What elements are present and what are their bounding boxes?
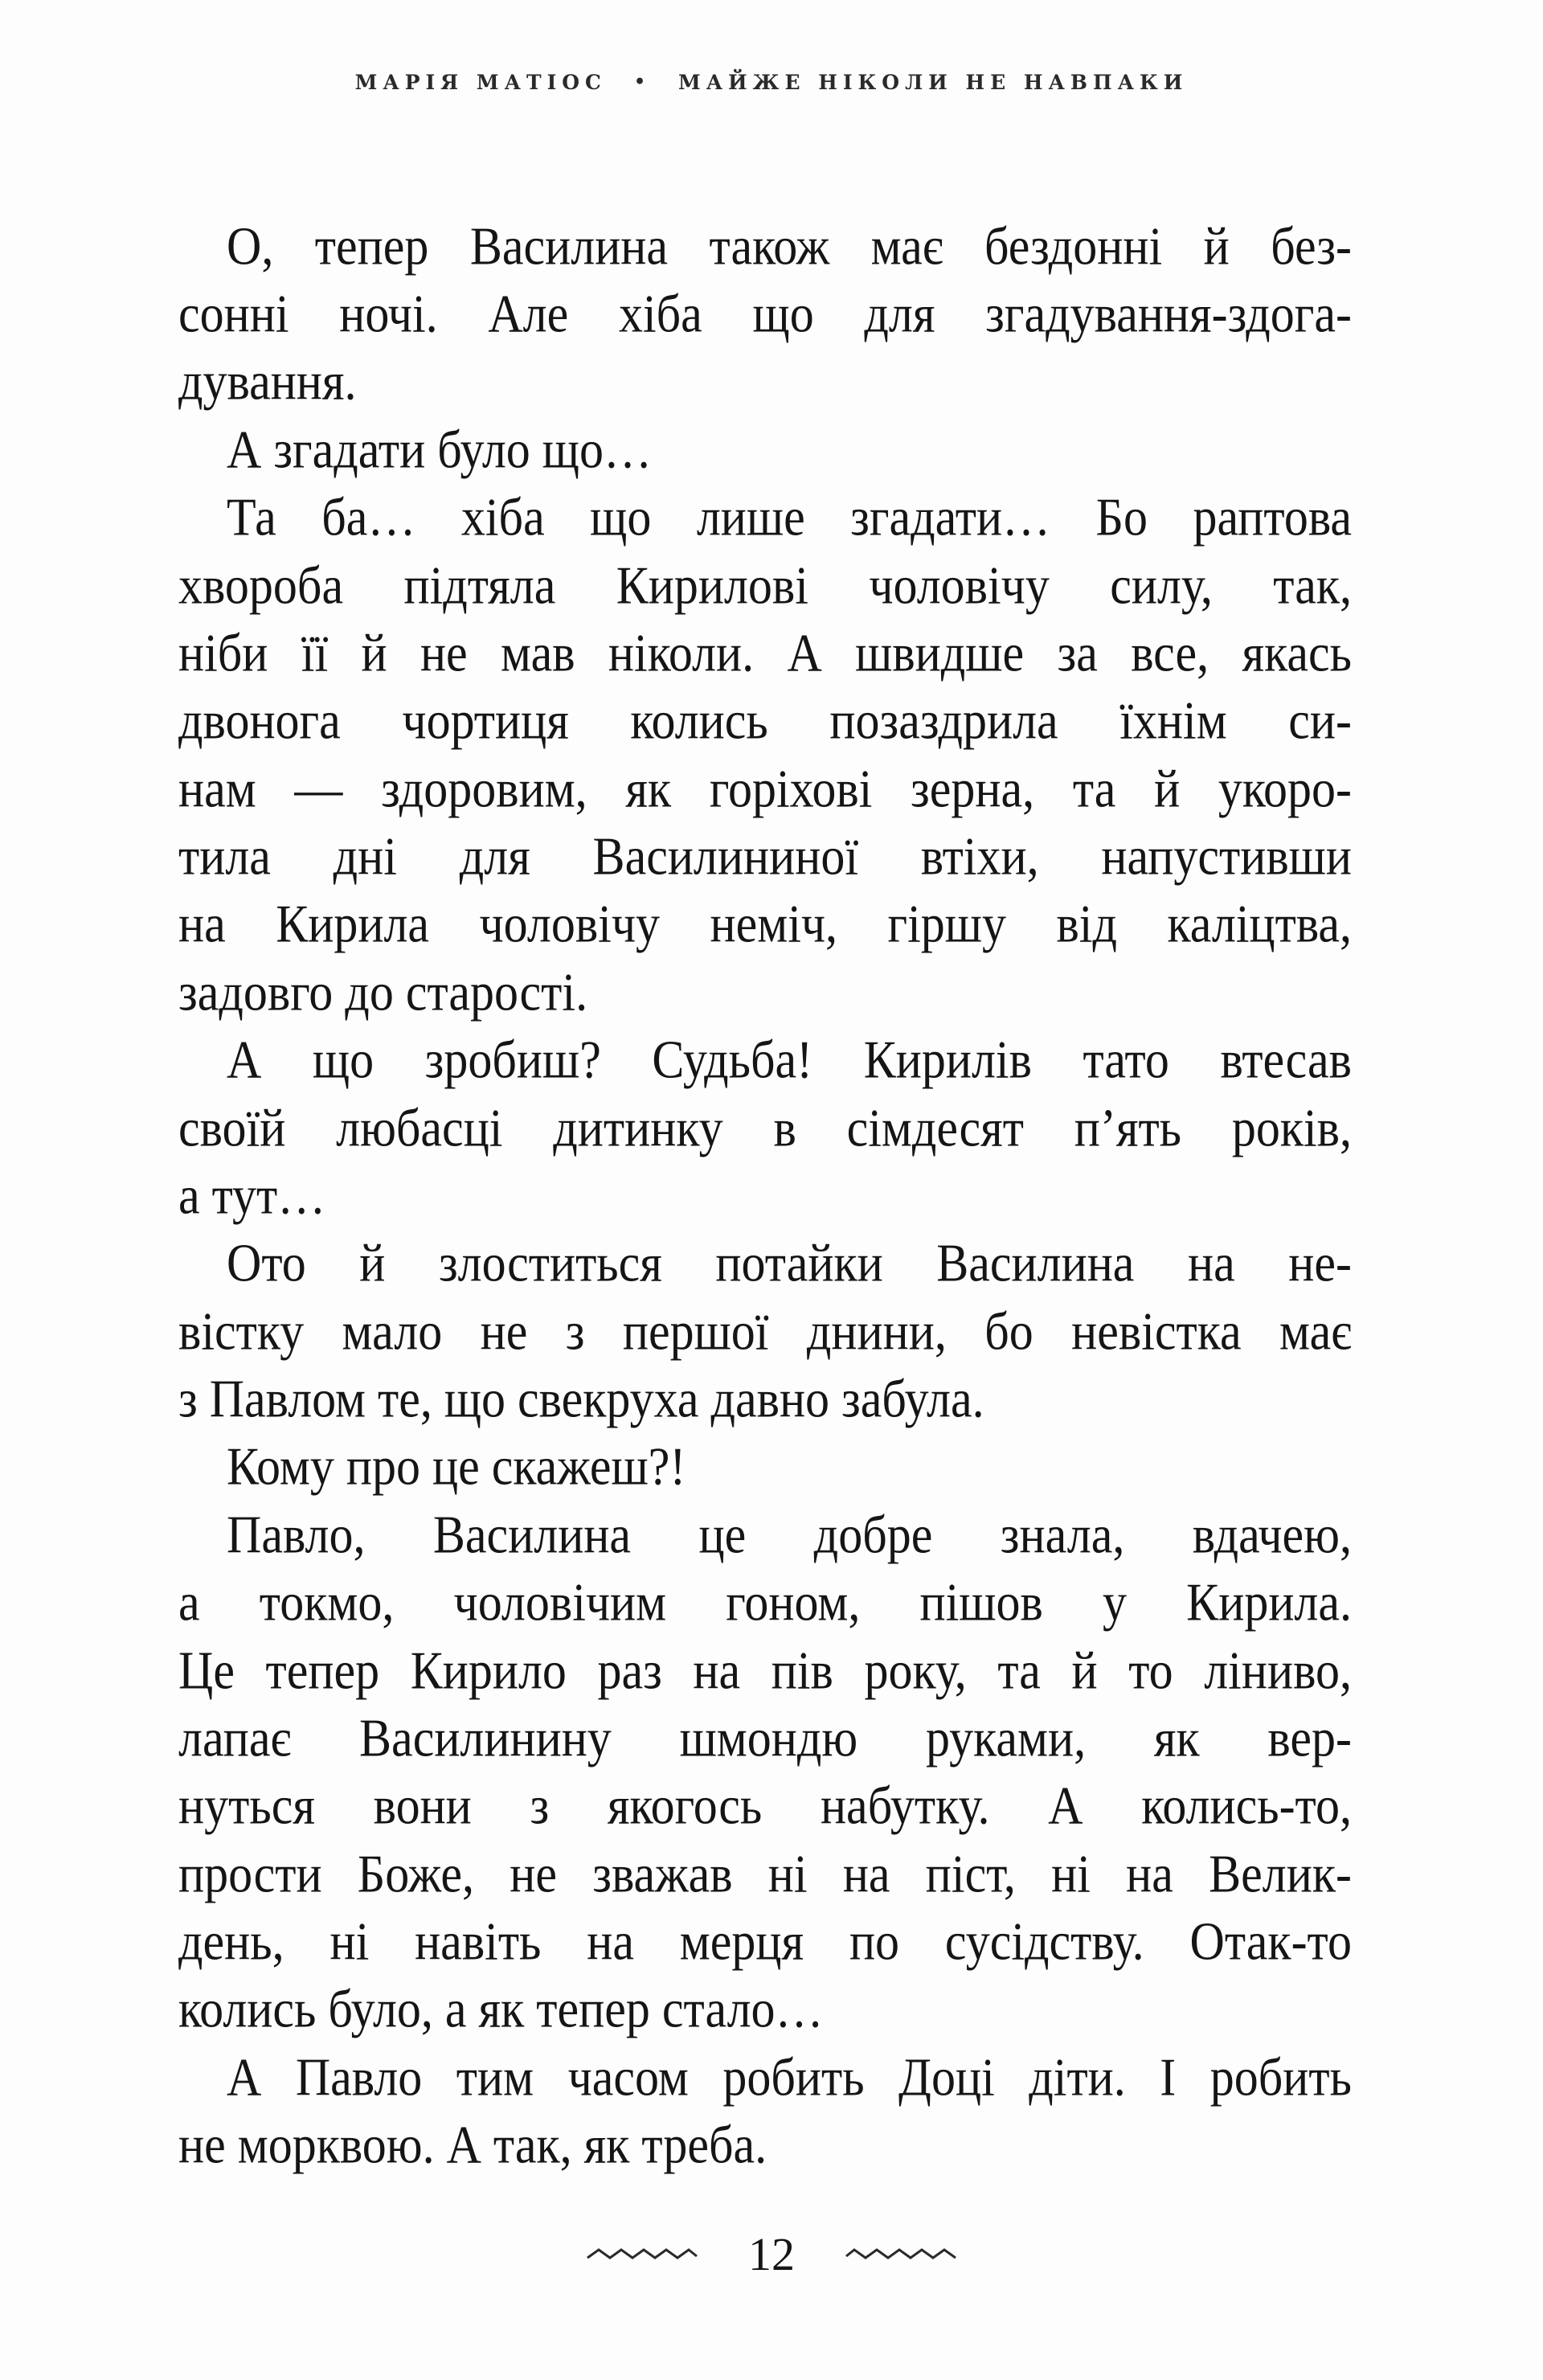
text-line: хвороба підтяла Кирилові чоловічу силу, так, (178, 555, 1352, 615)
text-line: дування. (178, 351, 357, 411)
page-number: 12 (748, 2228, 795, 2280)
running-head (0, 71, 1543, 94)
text-line: О, тепер Василина також має бездонні й без- (227, 216, 1352, 276)
text-line: а токмо, чоловічим гоном, пішов у Кирила. (178, 1572, 1352, 1632)
text-line: нуться вони з якогось набутку. А колись-то, (178, 1776, 1352, 1835)
text-line: з Павлом те, що свекруха давно забула. (178, 1369, 984, 1428)
running-head-title: МАЙЖЕ НІКОЛИ НЕ НАВПАКИ (678, 71, 1189, 94)
running-head-author: МАРІЯ МАТІОС (354, 71, 607, 94)
text-line: Та ба… хіба що лише згадати… Бо раптова (227, 487, 1352, 547)
page-footer (0, 2226, 1543, 2283)
text-line: нам — здоровим, як горіхові зерна, та й укоро- (178, 759, 1352, 818)
text-line: Кому про це скажеш?! (227, 1436, 686, 1496)
text-line: тила дні для Василининої втіхи, напустивши (178, 826, 1352, 886)
text-line: А згадати було що… (227, 420, 652, 479)
text-line: своїй любасці дитинку в сімдесят п’ять років, (178, 1098, 1352, 1157)
text-line: Ото й злоститься потайки Василина на не- (227, 1233, 1352, 1292)
text-line: сонні ночі. Але хіба що для згадування-здога- (178, 284, 1352, 343)
text-line: а тут… (178, 1165, 326, 1225)
text-line: А що зробиш? Судьба! Кирилів тато втесав (227, 1030, 1352, 1089)
zigzag-ornament-right-icon (845, 2247, 957, 2263)
text-line: лапає Василинину шмондю руками, як вер- (178, 1708, 1352, 1768)
text-line: Це тепер Кирило раз на пів року, та й то ліниво, (178, 1641, 1352, 1700)
text-line: ніби її й не мав ніколи. А швидше за все, якась (178, 623, 1352, 682)
text-line: А Павло тим часом робить Доці діти. І робить (227, 2047, 1352, 2107)
text-line: задовго до старості. (178, 962, 588, 1022)
text-line: не морквою. А так, як треба. (178, 2115, 767, 2174)
text-line: на Кирила чоловічу неміч, гіршу від каліцтва, (178, 894, 1352, 953)
text-line: прости Боже, не зважав ні на піст, ні на Велик- (178, 1844, 1352, 1903)
zigzag-ornament-left-icon (586, 2247, 698, 2263)
text-line: Павло, Василина це добре знала, вдачею, (227, 1505, 1352, 1564)
text-line: колись було, а як тепер стало… (178, 1979, 824, 2038)
text-line: двонога чортиця колись позаздрила їхнім си- (178, 690, 1352, 750)
running-head-separator: • (633, 72, 652, 92)
text-line: вістку мало не з першої днини, бо невістка має (178, 1301, 1352, 1361)
text-line: день, ні навіть на мерця по сусідству. Отак-то (178, 1911, 1352, 1971)
